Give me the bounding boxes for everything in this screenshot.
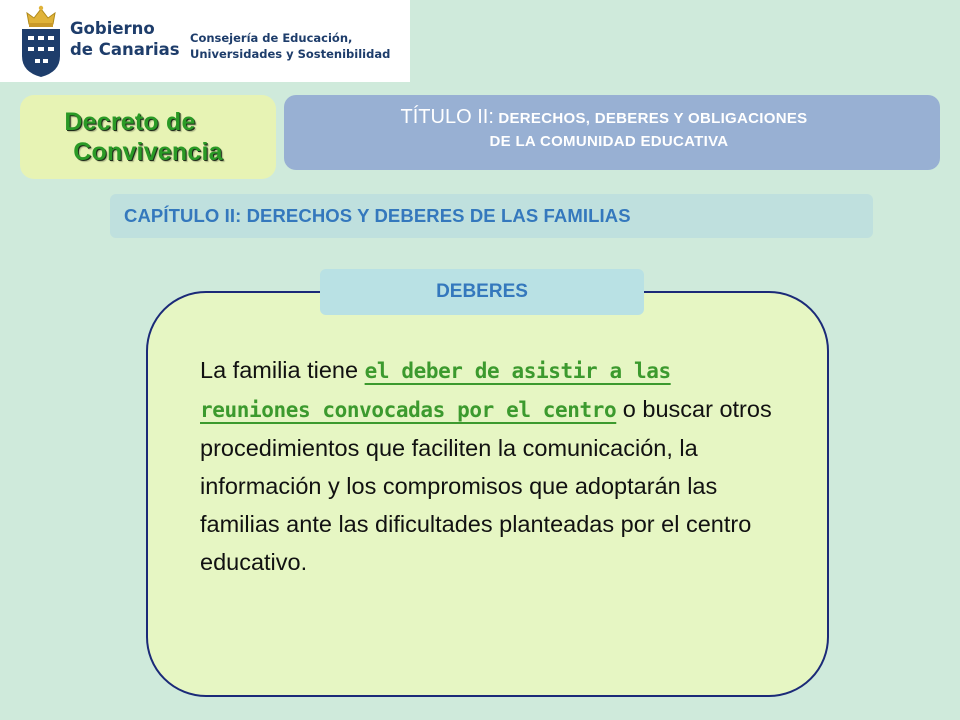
logo-dept-line2: Universidades y Sostenibilidad xyxy=(190,47,391,61)
titulo-line1-rest: DERECHOS, DEBERES Y OBLIGACIONES xyxy=(498,110,808,127)
titulo-prefix: TÍTULO II: xyxy=(400,106,494,128)
paragraph-text-after: o buscar otros procedimientos que faciliten la comunicación, la información y los compromisos que adoptarán las familias ante las dificultades planteadas por el centro educativo. xyxy=(200,396,772,575)
paragraph-text-before: La familia tiene xyxy=(200,357,359,383)
titulo-line2: DE LA COMUNIDAD EDUCATIVA xyxy=(489,133,729,150)
deberes-tab: DEBERES xyxy=(320,269,644,315)
decreto-badge xyxy=(20,95,276,179)
logo-dept-line1: Consejería de Educación, xyxy=(190,31,353,45)
paragraph-highlight: el deber de asistir a las reuniones convocadas por el centro xyxy=(200,359,671,422)
titulo-banner xyxy=(284,95,940,170)
decreto-line1: Decreto de xyxy=(64,108,196,136)
logo-name xyxy=(70,18,180,60)
titulo-line1 xyxy=(298,105,910,131)
deberes-paragraph xyxy=(200,351,780,581)
decreto-line2: Convivencia xyxy=(73,138,223,166)
logo-name-line2: de Canarias xyxy=(70,40,180,59)
logo-name-line1: Gobierno xyxy=(70,19,155,38)
header-logo xyxy=(0,0,410,82)
logo-department xyxy=(190,30,405,62)
coat-of-arms-icon xyxy=(18,4,64,78)
capitulo-banner: CAPÍTULO II: DERECHOS Y DEBERES DE LAS FAMILIAS xyxy=(110,194,873,238)
